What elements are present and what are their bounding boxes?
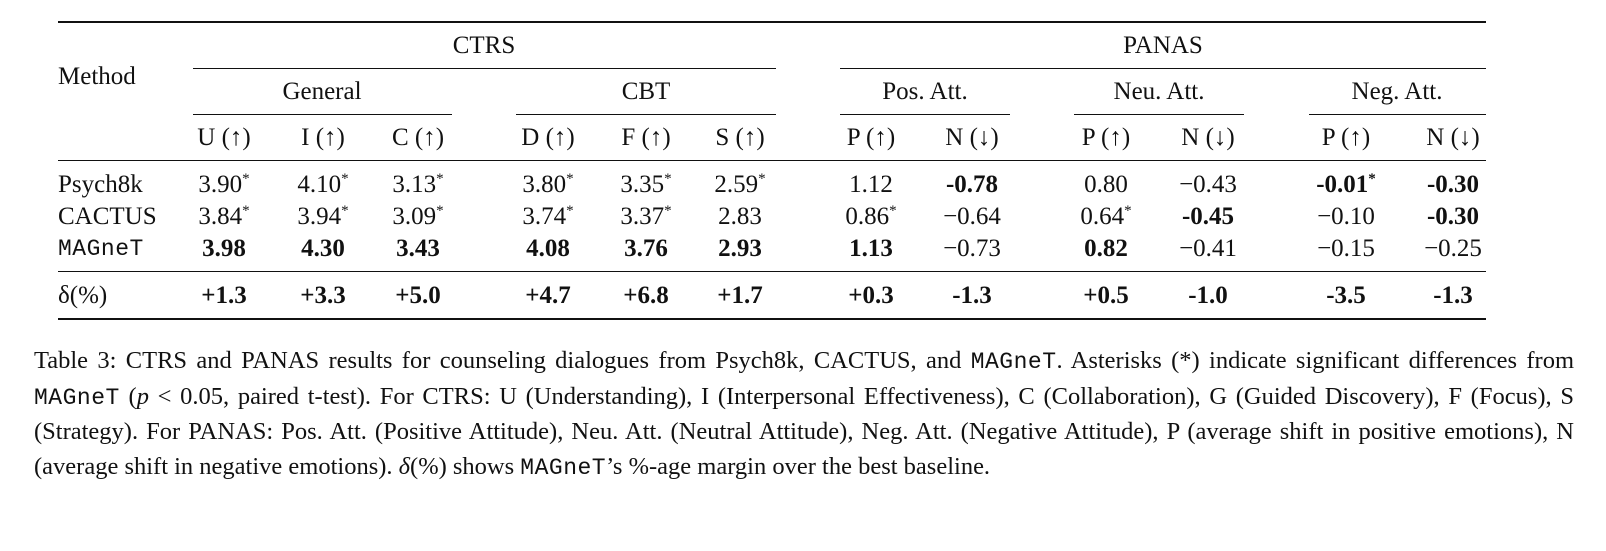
- cell-value: 3.80: [522, 171, 567, 198]
- cell-value: −0.25: [1424, 235, 1482, 262]
- caption-text: < 0.05, paired t-test). For CTRS: U (Understanding), I (Interpersonal Effectiveness), C (Collaboration), G (Guided Discovery), F (Focus), S (Strategy). For PANAS: Pos. Att. (Positive Attitude), Neu. Att. (Neutral Attitude), Neg. Att. (Negative Attitude), P (average shift in positive emotions), N (average shift in negative emotions).: [34, 382, 1574, 480]
- neg-att-header: Neg. Att.: [1351, 78, 1443, 105]
- delta-value: -3.5: [1326, 282, 1366, 309]
- table-cell: [1080, 202, 1131, 232]
- caption-text: . Asterisks (*) indicate significant differences from: [1056, 347, 1574, 374]
- column-header: U (↑): [197, 124, 251, 151]
- table-cell: [297, 202, 348, 232]
- column-header: P (↑): [1081, 124, 1131, 151]
- cell-value: −0.43: [1179, 171, 1237, 198]
- delta-value: +5.0: [395, 282, 441, 309]
- table-cell: [1424, 234, 1482, 264]
- table-cell: [301, 234, 345, 264]
- neu-att-header: Neu. Att.: [1113, 78, 1205, 105]
- caption-method-name: MAGneT: [520, 454, 607, 481]
- column-header: F (↑): [621, 124, 671, 151]
- table-cell: [522, 202, 573, 232]
- cell-value: 2.83: [718, 203, 762, 230]
- cell-value: 3.98: [202, 235, 246, 262]
- significance-marker: *: [1124, 203, 1132, 219]
- table-cell: [845, 202, 896, 232]
- panas-rule: [840, 68, 1486, 69]
- significance-marker: *: [889, 203, 897, 219]
- cell-value: 4.08: [526, 235, 570, 262]
- column-header: P (↑): [1321, 124, 1371, 151]
- significance-marker: *: [436, 203, 444, 219]
- caption-text: ’s %-age margin over the best baseline.: [606, 452, 991, 480]
- bottom-rule: [58, 318, 1486, 320]
- delta-value: +0.3: [848, 282, 894, 309]
- cell-value: 3.37: [620, 203, 665, 230]
- delta-label: δ(%): [58, 282, 108, 309]
- column-header: D (↑): [521, 124, 575, 151]
- table-cell: [396, 234, 440, 264]
- table-cell: [1182, 202, 1234, 232]
- caption-method-name: MAGneT: [34, 384, 120, 411]
- table-cell: [198, 170, 249, 200]
- table-cell: [624, 234, 668, 264]
- column-header: N (↓): [945, 124, 999, 151]
- ctrs-rule: [193, 68, 776, 69]
- significance-marker: *: [1368, 171, 1376, 187]
- delta-value: +6.8: [623, 282, 669, 309]
- header-bottom-rule: [58, 160, 1486, 161]
- top-rule: [58, 21, 1486, 23]
- table-cell: [1179, 234, 1237, 264]
- column-header: N (↓): [1426, 124, 1480, 151]
- significance-marker: *: [341, 171, 349, 187]
- delta-value: +4.7: [525, 282, 571, 309]
- method-name: Psych8k: [58, 171, 143, 198]
- cell-value: 3.43: [396, 235, 440, 262]
- column-header: C (↑): [391, 124, 445, 151]
- cell-value: 3.84: [198, 203, 243, 230]
- cell-value: 4.10: [297, 171, 342, 198]
- delta-top-rule: [58, 271, 1486, 272]
- delta-value: -1.0: [1188, 282, 1228, 309]
- table-cell: [1316, 170, 1376, 200]
- delta-value: +3.3: [300, 282, 346, 309]
- cell-value: -0.30: [1426, 203, 1480, 230]
- caption-p-variable: p: [136, 382, 149, 410]
- pos-att-rule: [840, 114, 1010, 115]
- cell-value: 4.30: [301, 235, 345, 262]
- table-cell: [620, 202, 671, 232]
- pos-att-header: Pos. Att.: [882, 78, 968, 105]
- significance-marker: *: [242, 171, 250, 187]
- table-cell: [522, 170, 573, 200]
- cbt-header: CBT: [621, 78, 671, 105]
- method-header: Method: [58, 63, 136, 90]
- neg-att-rule: [1309, 114, 1486, 115]
- cell-value: −0.64: [943, 203, 1001, 230]
- table-cell: [620, 170, 671, 200]
- column-header: S (↑): [715, 124, 765, 151]
- method-name: MAGneT: [58, 236, 144, 262]
- cell-value: −0.41: [1179, 235, 1237, 262]
- table-cell: [718, 234, 762, 264]
- table-cell: [1317, 234, 1375, 264]
- cell-value: 2.93: [718, 235, 762, 262]
- cell-value: -0.30: [1426, 171, 1480, 198]
- table-cell: [1427, 202, 1479, 232]
- delta-value: +1.3: [201, 282, 247, 309]
- significance-marker: *: [566, 171, 574, 187]
- caption-method-name: MAGneT: [970, 349, 1057, 375]
- method-name: CACTUS: [58, 203, 157, 230]
- column-header: N (↓): [1181, 124, 1235, 151]
- significance-marker: *: [242, 203, 250, 219]
- significance-marker: *: [566, 203, 574, 219]
- significance-marker: *: [436, 171, 444, 187]
- cell-value: 1.12: [849, 171, 893, 198]
- significance-marker: *: [341, 203, 349, 219]
- significance-marker: *: [664, 203, 672, 219]
- column-header: P (↑): [846, 124, 896, 151]
- cbt-rule: [516, 114, 776, 115]
- cell-value: 3.74: [522, 203, 567, 230]
- table-cell: [526, 234, 570, 264]
- cell-value: 3.35: [620, 171, 665, 198]
- cell-value: −0.15: [1317, 235, 1375, 262]
- caption-text: Table 3: CTRS and PANAS results for counseling dialogues from Psych8k, CACTUS, and: [34, 347, 971, 374]
- table-cell: [1179, 170, 1237, 200]
- ctrs-header: CTRS: [452, 32, 516, 59]
- cell-value: 0.82: [1084, 235, 1128, 262]
- cell-value: 1.13: [849, 235, 893, 262]
- caption-delta-symbol: δ: [398, 452, 411, 480]
- table-cell: [849, 234, 893, 264]
- neu-att-rule: [1074, 114, 1244, 115]
- table-cell: [1084, 234, 1128, 264]
- cell-value: 0.80: [1084, 171, 1128, 198]
- table-cell: [946, 170, 998, 200]
- cell-value: -0.01: [1316, 171, 1369, 198]
- delta-value: -1.3: [1433, 282, 1473, 309]
- column-header: I (↑): [301, 124, 345, 151]
- table-cell: [1084, 170, 1128, 200]
- table-caption: [34, 344, 1574, 485]
- table-cell: [718, 202, 762, 232]
- delta-value: -1.3: [952, 282, 992, 309]
- cell-value: 0.86: [845, 203, 890, 230]
- table-cell: [714, 170, 765, 200]
- delta-value: +1.7: [717, 282, 763, 309]
- table-cell: [849, 170, 893, 200]
- table-cell: [198, 202, 249, 232]
- significance-marker: *: [664, 171, 672, 187]
- caption-text: (: [119, 382, 137, 410]
- significance-marker: *: [758, 171, 766, 187]
- cell-value: −0.10: [1317, 203, 1375, 230]
- cell-value: 3.09: [392, 203, 437, 230]
- table-cell: [943, 234, 1001, 264]
- cell-value: 2.59: [714, 171, 759, 198]
- cell-value: 3.94: [297, 203, 342, 230]
- table-cell: [1427, 170, 1479, 200]
- caption-text: (%) shows: [410, 452, 521, 480]
- cell-value: 3.76: [624, 235, 668, 262]
- cell-value: 3.13: [392, 171, 437, 198]
- cell-value: 0.64: [1080, 203, 1125, 230]
- cell-value: −0.73: [943, 235, 1001, 262]
- table-cell: [392, 202, 443, 232]
- cell-value: -0.78: [945, 171, 999, 198]
- table-cell: [297, 170, 348, 200]
- cell-value: 3.90: [198, 171, 243, 198]
- table-cell: [1317, 202, 1375, 232]
- delta-value: +0.5: [1083, 282, 1129, 309]
- general-header: General: [282, 78, 362, 105]
- general-rule: [193, 114, 452, 115]
- table-cell: [392, 170, 443, 200]
- panas-header: PANAS: [1123, 32, 1203, 59]
- cell-value: -0.45: [1181, 203, 1235, 230]
- table-cell: [202, 234, 246, 264]
- table-cell: [943, 202, 1001, 232]
